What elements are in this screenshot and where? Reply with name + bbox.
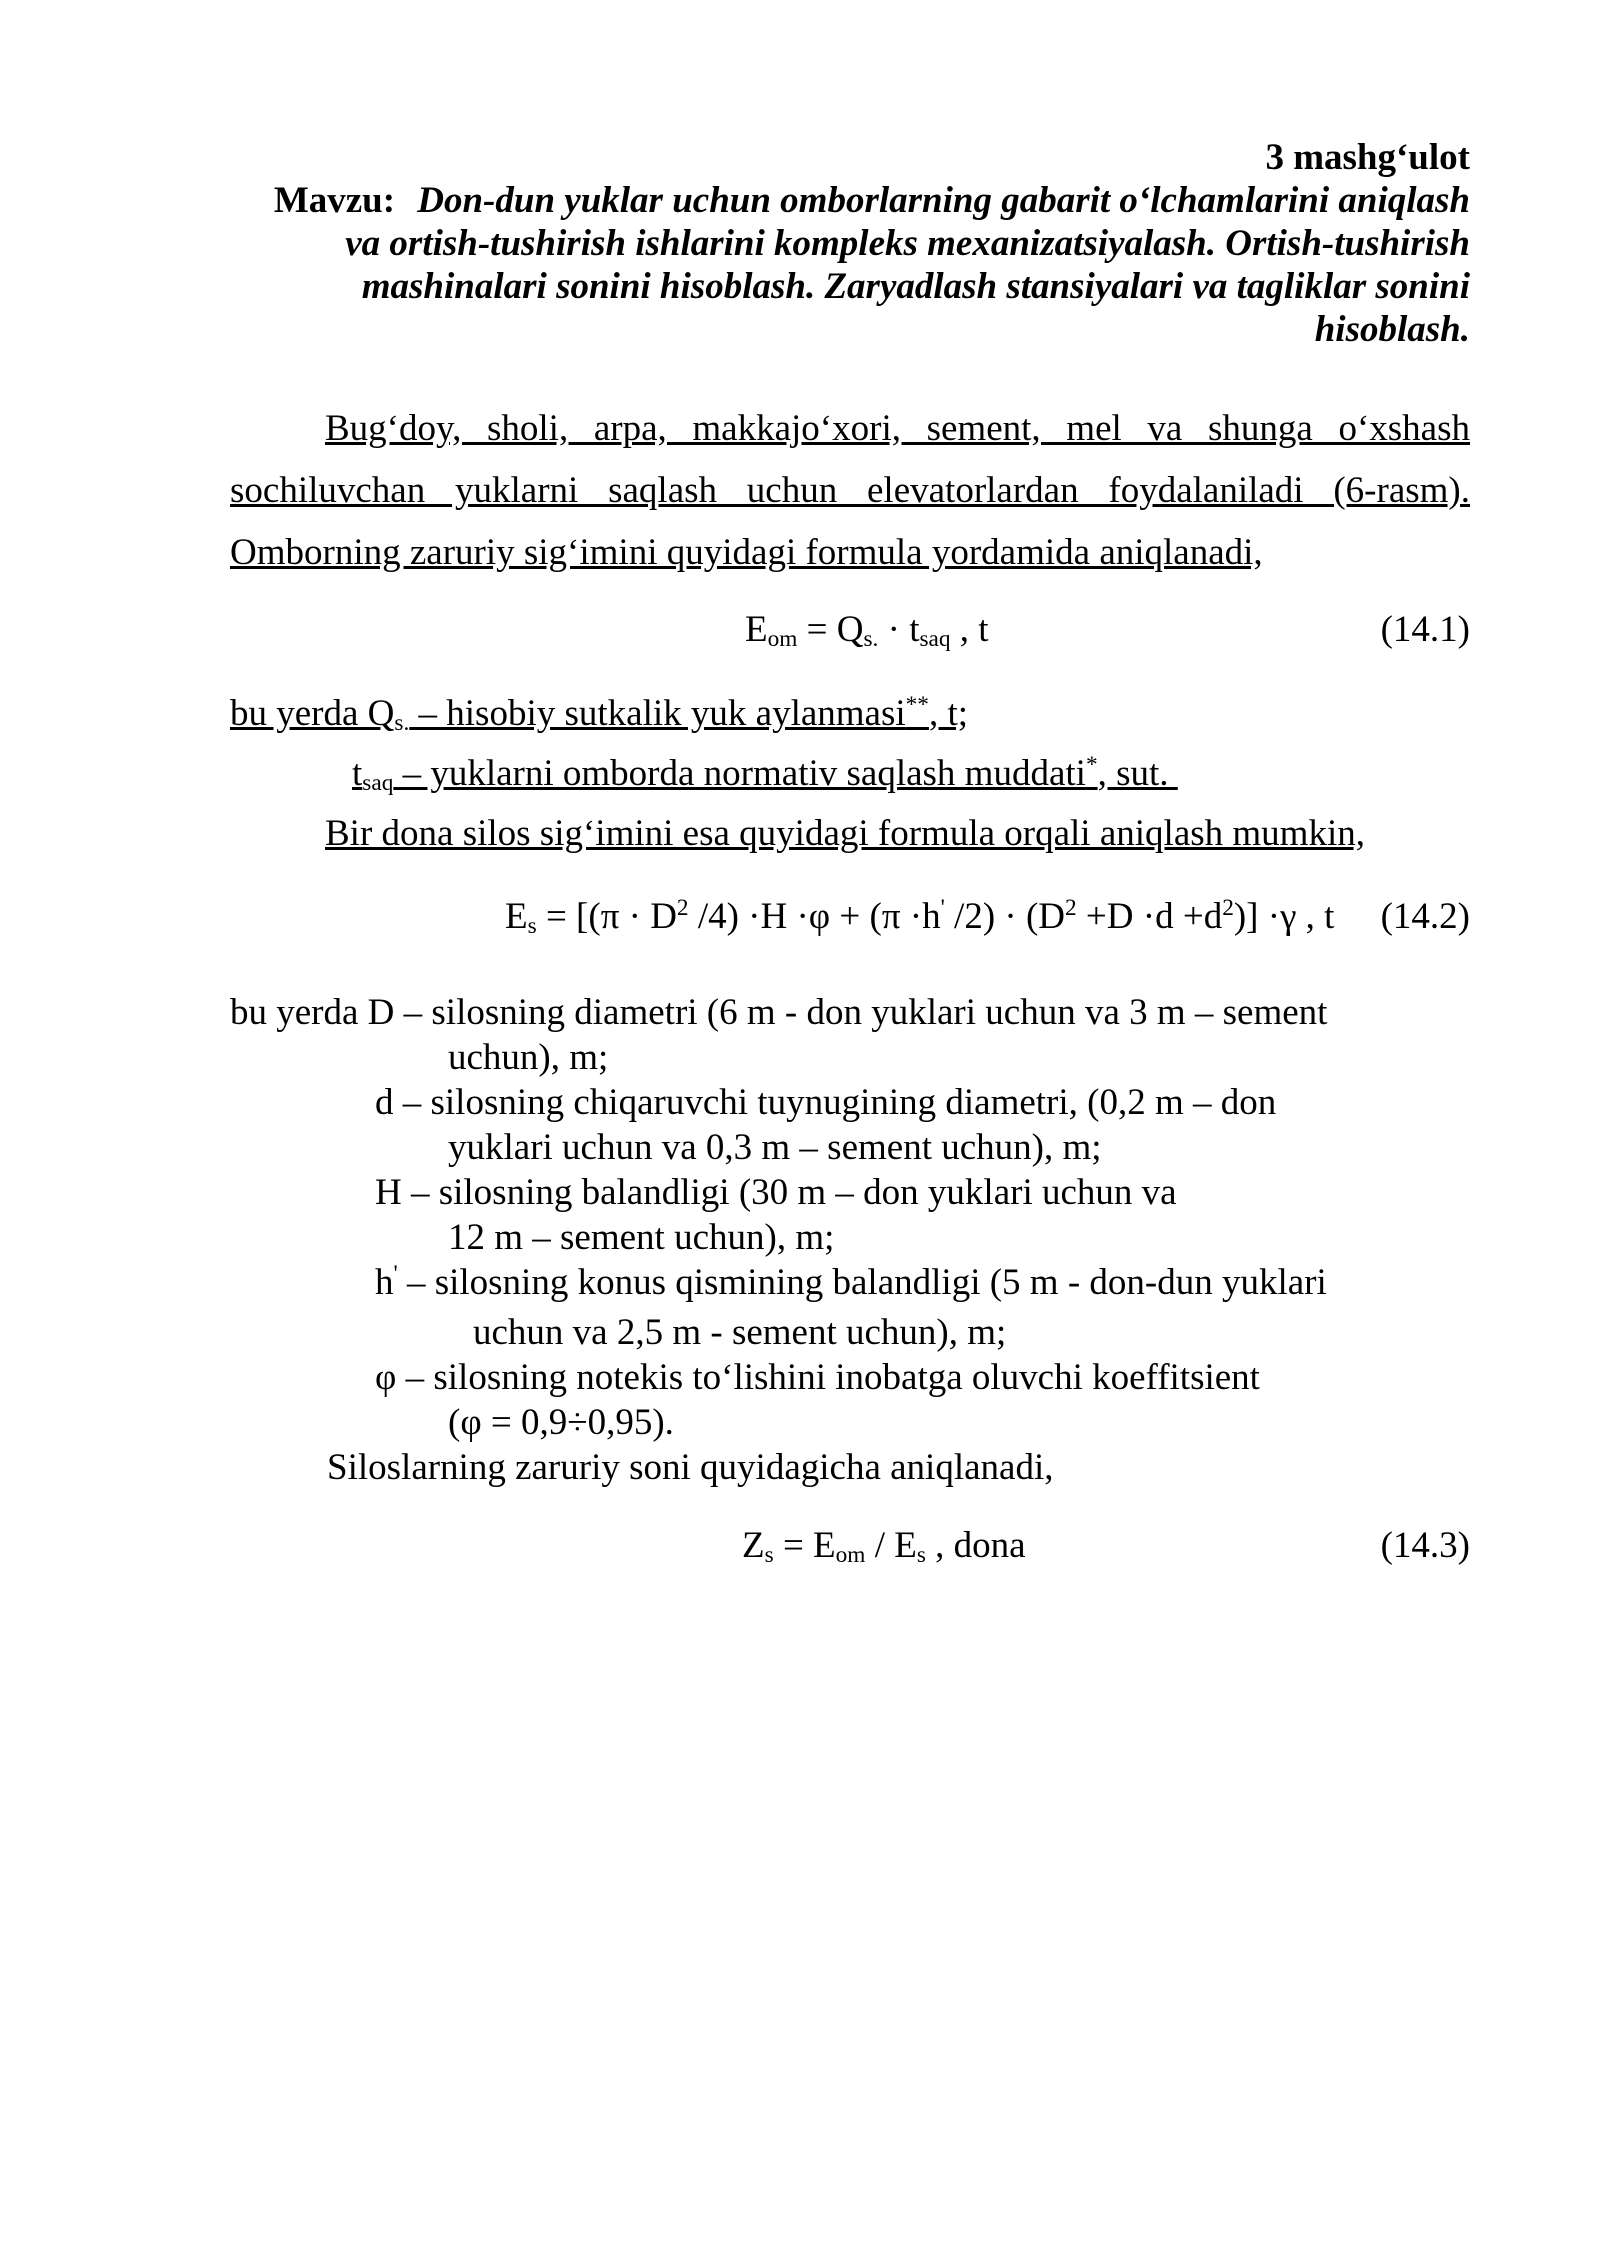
- formula-expression: Zs = Eom / Es , dona: [742, 1525, 1026, 1569]
- intro-paragraph-line: Omborning zaruriy sig‘imini quyidagi formula yordamida aniqlanadi,: [230, 532, 1263, 573]
- definition-line: yuklari uchun va 0,3 m – sement uchun), m;: [448, 1127, 1102, 1168]
- definition-line: uchun), m;: [448, 1037, 609, 1078]
- definitions-block: [230, 990, 1470, 1490]
- where-clause-line: Bir dona silos sig‘imini esa quyidagi formula orqali aniqlash mumkin,: [325, 813, 1365, 854]
- definition-line: h' – silosning konus qismining balandligi (5 m - don-dun yuklari: [375, 1261, 1327, 1303]
- definition-line: φ – silosning notekis to‘lishini inobatga oluvchi koeffitsient: [375, 1357, 1260, 1398]
- formula-number: (14.3): [1380, 1525, 1470, 1566]
- definition-line: (φ = 0,9÷0,95).: [448, 1402, 674, 1443]
- where-clause-line: bu yerda Qs. – hisobiy sutkalik yuk aylanmasi**, t;: [230, 692, 969, 737]
- where-clause-line: tsaq – yuklarni omborda normativ saqlash muddati*, sut.: [352, 752, 1178, 797]
- formula-14-2: [230, 894, 1470, 944]
- formula-number: (14.2): [1380, 896, 1470, 937]
- topic-line-3: mashinalari sonini hisoblash. Zaryadlash stansiyalari va tagliklar sonini: [361, 266, 1470, 307]
- topic-line-2: va ortish-tushirish ishlarini kompleks mexanizatsiyalash. Ortish-tushirish: [345, 223, 1470, 264]
- formula-14-3: [230, 1523, 1470, 1573]
- topic-label: Mavzu:: [273, 180, 396, 221]
- definition-line: d – silosning chiqaruvchi tuynugining diametri, (0,2 m – don: [375, 1082, 1277, 1123]
- where-clause: [230, 686, 1470, 861]
- formula-number: (14.1): [1380, 609, 1470, 650]
- definition-line: uchun va 2,5 m - sement uchun), m;: [473, 1312, 1007, 1353]
- definition-line: Siloslarning zaruriy soni quyidagicha aniqlanadi,: [327, 1447, 1054, 1488]
- formula-14-1: [230, 607, 1470, 657]
- lesson-number: 3 mashg‘ulot: [1265, 137, 1470, 178]
- intro-paragraph-line: sochiluvchan yuklarni saqlash uchun elevatorlardan foydalaniladi (6-rasm).: [230, 470, 1470, 511]
- definition-line: bu yerda D – silosning diametri (6 m - don yuklari uchun va 3 m – sement: [230, 992, 1328, 1033]
- intro-paragraph-line: Bug‘doy, sholi, arpa, makkajo‘xori, sement, mel va shunga o‘xshash: [325, 408, 1470, 449]
- intro-paragraph: [230, 398, 1470, 584]
- definition-line: 12 m – sement uchun), m;: [448, 1217, 835, 1258]
- definition-line: H – silosning balandligi (30 m – don yuklari uchun va: [375, 1172, 1177, 1213]
- topic-line-1: [230, 179, 1470, 222]
- topic-line-4: hisoblash.: [1314, 309, 1470, 350]
- formula-expression: Eom = Qs. · tsaq , t: [745, 609, 989, 653]
- topic-text: Don-dun yuklar uchun omborlarning gabarit o‘lchamlarini aniqlash: [417, 180, 1470, 221]
- formula-expression: $Es = [(\pi \cdot D^2$ /4) ·H ·φ + (π ·h' $/2) \cdot (D^2 +D \cdot d +d^2)] \cdot\gamma$ , t: [505, 895, 1335, 940]
